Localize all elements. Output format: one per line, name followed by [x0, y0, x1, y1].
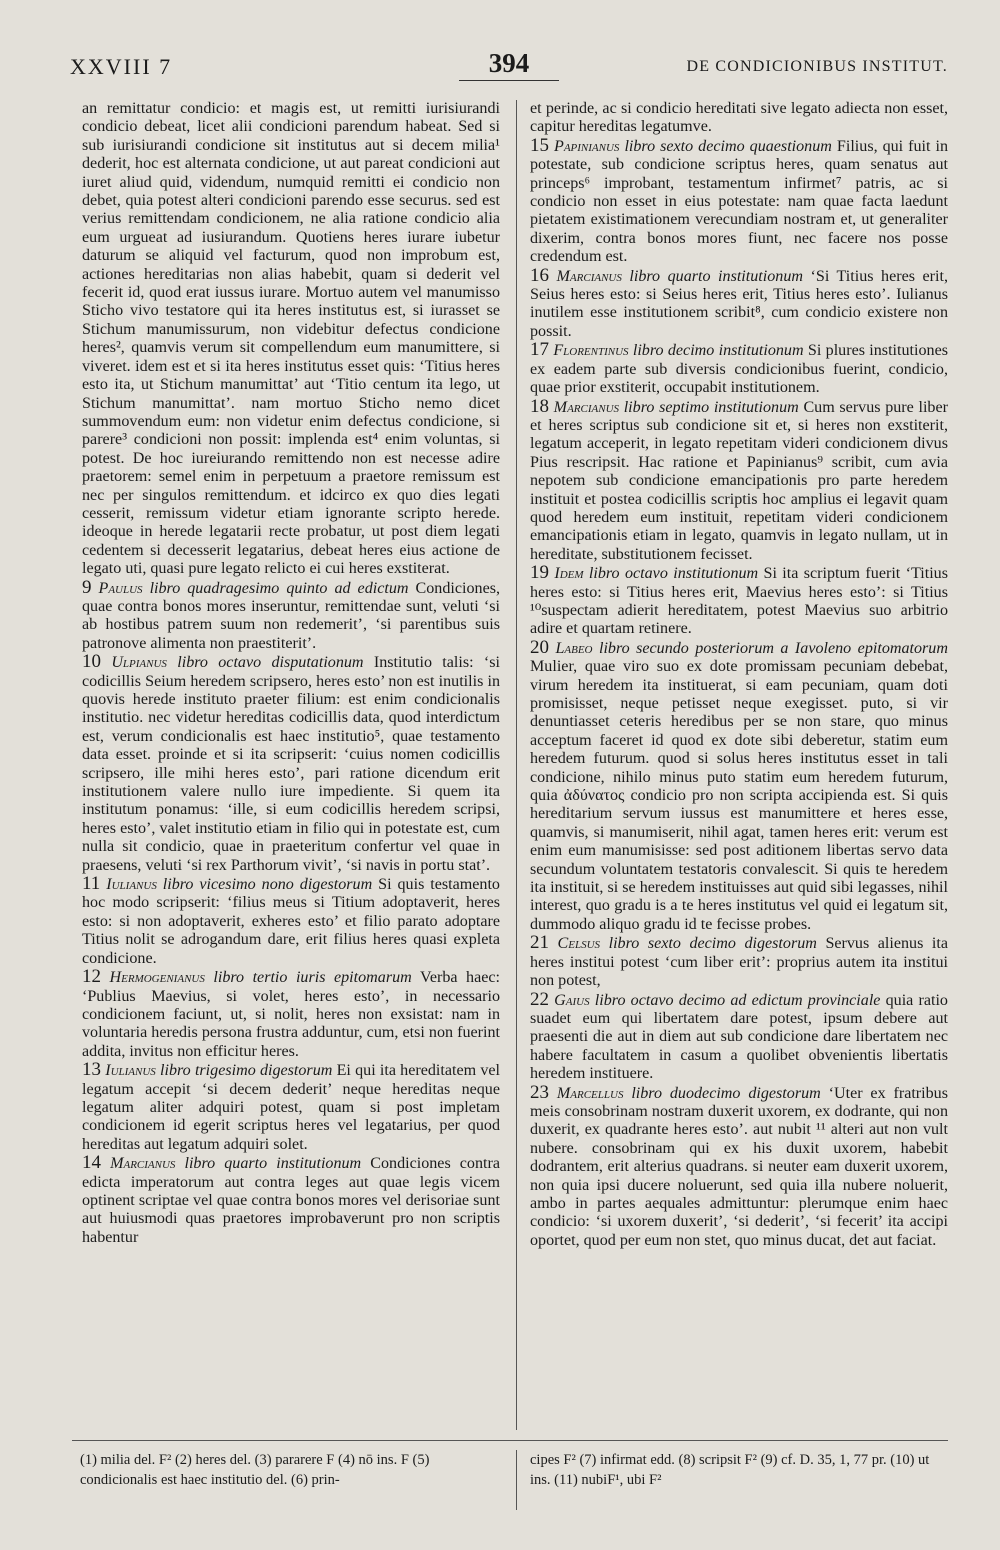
work-title: libro octavo disputationum [177, 654, 364, 672]
fragment-10 [82, 653, 500, 875]
work-title: libro quarto institutionum [629, 267, 803, 285]
jurist-name: Marcellus [556, 1084, 624, 1102]
jurist-name: Marcianus [553, 398, 620, 416]
jurist-name: Gaius [554, 991, 590, 1009]
fragment-text: Si ita scriptum fuerit ‘Titius heres esto: si Titius heres erit, Maevius heres esto’: si Titius ¹⁰suspectam adierit hereditatem, potest Maevius suo arbitrio adire et quartam retinere. [530, 565, 948, 638]
fragment-14 [82, 1154, 500, 1247]
fragment-number: 12 [82, 966, 101, 988]
work-title: libro sexto decimo quaestionum [624, 137, 832, 155]
fragment-number: 21 [530, 932, 549, 954]
fragment-18 [530, 395, 948, 565]
jurist-name: Florentinus [553, 342, 629, 360]
jurist-name: Iulianus [105, 1062, 156, 1080]
footnotes-right: cipes F² (7) infirmat edd. (8) scripsit F² (9) cf. D. 35, 1, 77 pr. (10) ut ins. (11) nubiF¹, ubi F² [530, 1452, 930, 1488]
work-title: libro tertio iuris epitomarum [213, 969, 412, 987]
fragment-text: ‘Uter ex fratribus meis consobrinam nostram duxerit uxorem, ex dodrante, qui non duxerit, ex quadrante heres esto’. aut nubit ¹¹ alteri aut non vult nubere. consobrinam qui ex his duxit uxorem, habebit dodrantem, erit alterius quadrans. si neuter eam duxerit uxorem, non quia ipsi ducere noluerunt, sed quia illa nubere noluerit, ambo in partes aequales admittuntur: plerumque enim haec condicio: ‘si uxorem duxerit’, ‘si dederit’, ‘si fecerit’ ita accipi oportet, quod per eum non stet, quo minus ducat, det aut faciat. [530, 1084, 948, 1249]
jurist-name: Ulpianus [111, 654, 167, 672]
jurist-name: Iulianus [106, 876, 157, 894]
footnotes-left: (1) milia del. F² (2) heres del. (3) pararere F (4) nō ins. F (5) condicionalis est haec institutio del. (6) prin- [80, 1452, 430, 1488]
book-reference: XXVIII 7 [70, 54, 173, 79]
fragment-20 [530, 636, 948, 935]
fragment-15 [530, 134, 948, 267]
fragment-11 [82, 875, 500, 968]
fragment-23 [530, 1081, 948, 1251]
fragment-number: 16 [530, 264, 549, 286]
jurist-name: Idem [554, 565, 584, 583]
fragment-number: 18 [530, 395, 549, 417]
jurist-name: Marcianus [556, 267, 622, 285]
fragment-text: et perinde, ac si condicio hereditati sive legato adiecta non esset, capitur hereditas legatumve. [530, 100, 948, 136]
work-title: libro duodecimo digestorum [631, 1084, 821, 1102]
fragment-number: 19 [530, 562, 549, 584]
fragment-text: Ei qui ita hereditatem vel legatum accepit ‘si decem dederit’ neque hereditas neque legatum aliter adquiri potest, quam si post impletam condicionem id egerit scriptus heres vel legatarius, per quod hereditas aut legatum adquiri solet. [82, 1062, 500, 1153]
work-title: libro sexto decimo digestorum [608, 935, 817, 953]
jurist-name: Paulus [98, 579, 143, 597]
fragment-number: 20 [530, 636, 549, 658]
fragment-text: Institutio talis: ‘si codicillis Seium heredem scripsero, heres esto’ non est inutilis in quovis herede instituto praeter filium: est enim condicionalis institutio. nec videtur hereditas codicillis data, quod interdictum est, verum condicionalis est haec institutio⁵, quae testamento data esset. proinde et si ita scripserit: ‘cuius nomen codicillis scripsero, ille mihi heres esto’, pari ratione dicendum erit institutionem valere nullo iure impediente. Si quem ita institutum ponamus: ‘ille, si eum codicillis heredem scripsi, heres esto’, valet institutio etiam in filio qui in potestate est, cum nulla sit condicio, quae in praeteritum confertur vel quae in praesens, veluti ‘si rex Parthorum vivit’, ‘si navis in portu stat’. [82, 654, 500, 874]
work-title: libro octavo decimo ad edictum provinciale [594, 991, 881, 1009]
fragment-number: 15 [530, 134, 549, 156]
jurist-name: Marcianus [110, 1155, 176, 1173]
fragment-text: Condiciones contra edicta imperatorum aut contra leges aut quae legis vicem optinent scriptae vel quae contra bonos mores vel derisoriae sunt aut huiusmodi quas praetores improbaverunt pro non scriptis habentur [82, 1155, 500, 1246]
fragment-21 [530, 934, 948, 990]
work-title: libro octavo institutionum [588, 565, 759, 583]
fragment-text: Servus alienus ita heres institui potest ‘cum liber erit’: proprius autem ita institui non potest, [530, 935, 948, 990]
fragment-text: Cum servus pure liber et heres scriptus sub condicione sit et, si heres non exstiterit, legatum acceperit, in legato repetitam videri condicionem divus Pius rescripsit. Hac ratione et Papinianus⁹ scribit, cum avia nepotem sub condicione emancipationis pro parte heredem instituit et postea codicillis scriptis hoc amplius ei legavit quam quod heredem eum instituit, repetitam videri condicionem emancipationis etiam in legato, quamvis in legato nullam, ut in hereditate, substitutionem fecisset. [530, 398, 948, 563]
fragment-text: an remittatur condicio: et magis est, ut remitti iurisiurandi condicio debeat, licet alii condicioni parendum habeat. Sed si sub iurisiurandi condicione sit institutus aut si decem milia¹ dederit, hoc est alternata condicione, ut aut pareat condicioni aut iuret aliud quid, videndum, numquid remitti ei condicio non debet, quia potest alteri condicioni parendo esse securus. sed est verius remittendam condicionem, ne alia ratione condicio alia eum urgueat ad iusiurandum. Quotiens heres iurare iubetur daturum se aliquid vel facturum, quod non improbum est, actiones hereditarias non alias habebit, quam si dederit vel fecerit id, quod erat iussus iurare. Mortuo autem vel manumisso Sticho vivo testatore qui ita heres institutus est, si iurasset se Stichum manumissurum, non videbitur defectus condicione heres², quamvis verum sit compellendum eum manumittere, si viveret. idem est et si ita heres institutus esset quis: ‘Titius heres esto ita, ut Stichum manumittat’ aut ‘Titio centum ita lego, ut Stichum manumittat’. nam mortuo Sticho nemo dicet summovendum eum: non videtur enim defectus condicione, si parere³ condicioni non possit: implenda est⁴ enim voluntas, si potest. De hoc iureiurando remittendo non est necesse adire praetorem: semel enim in perpetuum a praetore remissum est nec per singulos remittendum. et idcirco ex quo dies legati cesserit, remissum videtur etiam ignorante scripto herede. ideoque in herede legatarii recte probatur, ut post diem legati cedentem si decesserit legatarius, debeat heres eius actione de legato uti, quasi pure legato relicto ei cui heres exstiterat. [82, 100, 500, 578]
fragment-text: Mulier, quae viro suo ex dote promissam pecuniam debebat, virum heredem ita instituerat, si eam pecuniam, quam doti promisisset, neque petisset neque exegisset. puto, si vir denuntiasset ceteris heredibus per se non stare, quo minus acceptum faceret id quod ex dote sibi deberetur, statim eum heredem futurum. quod si solus heres institutus esset in tali condicione, nihilo minus puto statim eum heredem futurum, quia ἀδύνατος condicio pro non scripta accipienda est. Si quis hereditarium servum iussus est manumittere et heres esse, quamvis, si manumiserit, nihil agat, tamen heres erit: verum est enim eum manumisisse: sed post aditionem libertas servo data secundum voluntatem testatoris convalescit. Si quis te heredem ita instituit, si se heredem instituisses aut quid sibi legasses, nihil interest, quo gradu is a te heres institutus vel quid ei legatum sit, dummodo aliquo gradu id te fecisse probes. [530, 658, 948, 933]
fragment-22 [530, 988, 948, 1084]
fragment-continuation [530, 100, 948, 137]
right-column [530, 100, 948, 1430]
column-divider [516, 100, 517, 1430]
work-title: libro decimo institutionum [632, 342, 804, 360]
fragment-19 [530, 564, 948, 639]
fragment-continuation [82, 100, 500, 579]
fragment-text: Verba haec: ‘Publius Maevius, si volet, heres esto’, in necessario condicionem faciunt, ut, si nolit, heres non exsistat: nam in voluntaria heredis persona frustra adduntur, cum, etsi non fuerint addita, invitus non efficitur heres. [82, 969, 500, 1060]
footnote-divider [516, 1450, 517, 1510]
fragment-number: 17 [530, 339, 549, 361]
fragment-number: 10 [82, 651, 101, 673]
fragment-text: quia ratio suadet eum qui libertatem dare potest, ipsum debere aut praesenti die aut in diem aut sub condicione dare libertatem nec habere facultatem in casum a quolibet obvenientis libertatis heredem instituere. [530, 991, 948, 1083]
fragment-12 [82, 968, 500, 1061]
fragment-16 [530, 264, 948, 342]
fragment-text: Si quis testamento hoc modo scripserit: ‘filius meus si Titium adoptaverit, heres esto: si non adoptaverit, exheres esto’ et filio parato adoptare Titius nolit se adrogandum dare, erit filius heres quasi expleta condicione. [82, 876, 500, 967]
work-title: libro quarto institutionum [184, 1155, 362, 1173]
fragment-number: 14 [82, 1152, 101, 1174]
fragment-text: Si plures institutiones ex eadem parte sub diversis condicionibus fuerint, condicio, quae prior exstiterit, occupabit institutionem. [530, 342, 948, 397]
fragment-number: 9 [82, 576, 92, 598]
fragment-number: 23 [530, 1081, 549, 1103]
page-number: 394 [459, 48, 560, 81]
fragment-13 [82, 1061, 500, 1154]
fragment-number: 13 [82, 1059, 101, 1081]
work-title: libro secundo posteriorum a Iavoleno epitomatorum [598, 639, 948, 657]
jurist-name: Papinianus [554, 137, 620, 155]
work-title: libro septimo institutionum [623, 398, 799, 416]
work-title: libro vicesimo nono digestorum [162, 876, 373, 894]
fragment-text: Condiciones, quae contra bonos mores inseruntur, remittendae sunt, veluti ‘si ab hostibus patrem suum non redemerit’, ‘si parentibus suis patronove alimenta non praestiterit’. [82, 579, 500, 652]
left-column [82, 100, 500, 1430]
jurist-name: Labeo [555, 639, 593, 657]
fragment-text: Filius, qui fuit in potestate, sub condicione scriptus heres, quam senatus aut princeps⁶ improbant, testamentum infirmet⁷ patris, ac si condicio non esset in eius potestate: nam quae facta laedunt pietatem existimationem verecundiam nostram et, ut generaliter dixerim, contra bonos mores fiunt, nec facere nos posse credendum est. [530, 137, 948, 266]
page-header [70, 48, 948, 88]
fragment-17 [530, 341, 948, 397]
footnote-rule [72, 1440, 948, 1441]
jurist-name: Hermogenianus [109, 969, 205, 987]
fragment-text: ‘Si Titius heres erit, Seius heres esto: si Seius heres erit, Titius heres esto’. Iulianus inutilem esse institutionem scribit⁸, cum condicio existere non possit. [530, 267, 948, 340]
work-title: libro quadragesimo quinto ad edictum [149, 579, 409, 597]
fragment-number: 11 [82, 873, 101, 895]
jurist-name: Celsus [557, 935, 601, 953]
running-title: DE CONDICIONIBUS INSTITUT. [686, 58, 948, 75]
fragment-number: 22 [530, 988, 549, 1010]
work-title: libro trigesimo digestorum [160, 1062, 333, 1080]
fragment-9 [82, 576, 500, 654]
